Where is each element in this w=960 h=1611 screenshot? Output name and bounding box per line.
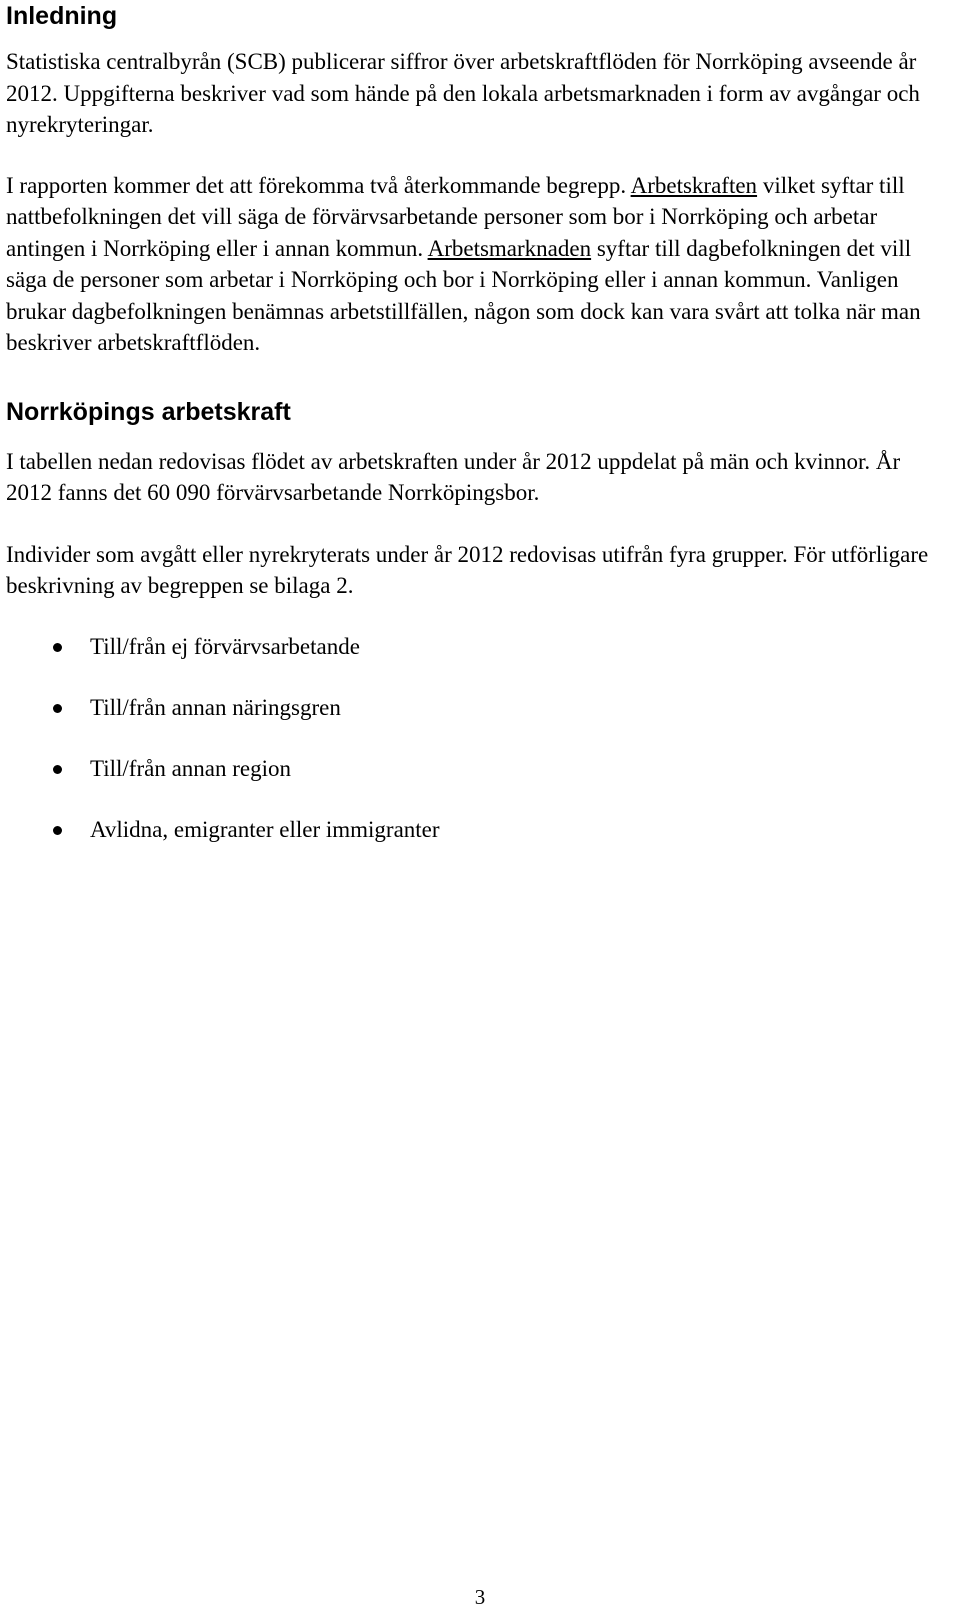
list-item	[6, 632, 946, 662]
intro-paragraph-2	[6, 170, 946, 359]
term-arbetskraften: Arbetskraften	[630, 172, 758, 198]
bullet-icon	[53, 704, 62, 713]
group-list	[6, 632, 946, 845]
intro-p2-before: I rapporten kommer det att förekomma två återkommande begrepp.	[6, 172, 631, 198]
list-item-label: Avlidna, emigranter eller immigranter	[90, 816, 440, 842]
list-item	[6, 693, 946, 723]
bullet-icon	[53, 765, 62, 774]
list-item-label: Till/från annan näringsgren	[90, 694, 341, 720]
section-paragraph-2: Individer som avgått eller nyrekryterats under år 2012 redovisas utifrån fyra grupper. För utförligare beskrivning av begreppen se bilaga 2.	[6, 541, 929, 598]
heading-norrkopings-arbetskraft: Norrköpings arbetskraft	[6, 397, 291, 426]
document-page	[6, 0, 946, 876]
list-item-label: Till/från ej förvärvsarbetande	[90, 633, 360, 659]
list-item	[6, 754, 946, 784]
intro-p2-after: syftar till dagbefolkningen det vill säga de personer som arbetar i Norrköping och bor i Norrköping eller i annan kommun. Vanligen brukar dagbefolkningen benämnas arbetstillfällen, någon som dock kan vara svårt att tolka när man beskriver arbetskraftflöden.	[6, 235, 921, 355]
intro-paragraph-1: Statistiska centralbyrån (SCB) publicerar siffror över arbetskraftflöden för Norrköping avseende år 2012. Uppgifterna beskriver vad som hände på den lokala arbetsmarknaden i form av avgångar och nyrekryteringar.	[6, 49, 920, 137]
bullet-icon	[53, 643, 62, 652]
term-arbetsmarknaden: Arbetsmarknaden	[427, 235, 592, 261]
heading-inledning: Inledning	[6, 2, 118, 30]
list-item	[6, 815, 946, 845]
section-paragraph-1: I tabellen nedan redovisas flödet av arbetskraften under år 2012 uppdelat på män och kvinnor. År 2012 fanns det 60 090 förvärvsarbetande Norrköpingsbor.	[6, 448, 901, 505]
list-item-label: Till/från annan region	[90, 755, 292, 781]
intro-p2-mid: vilket syftar till nattbefolkningen det vill säga de förvärvsarbetande personer som bor i Norrköping och arbetar antingen i Norrköping eller i annan kommun.	[6, 172, 905, 261]
bullet-icon	[53, 826, 62, 835]
page-number: 3	[474, 1585, 486, 1609]
